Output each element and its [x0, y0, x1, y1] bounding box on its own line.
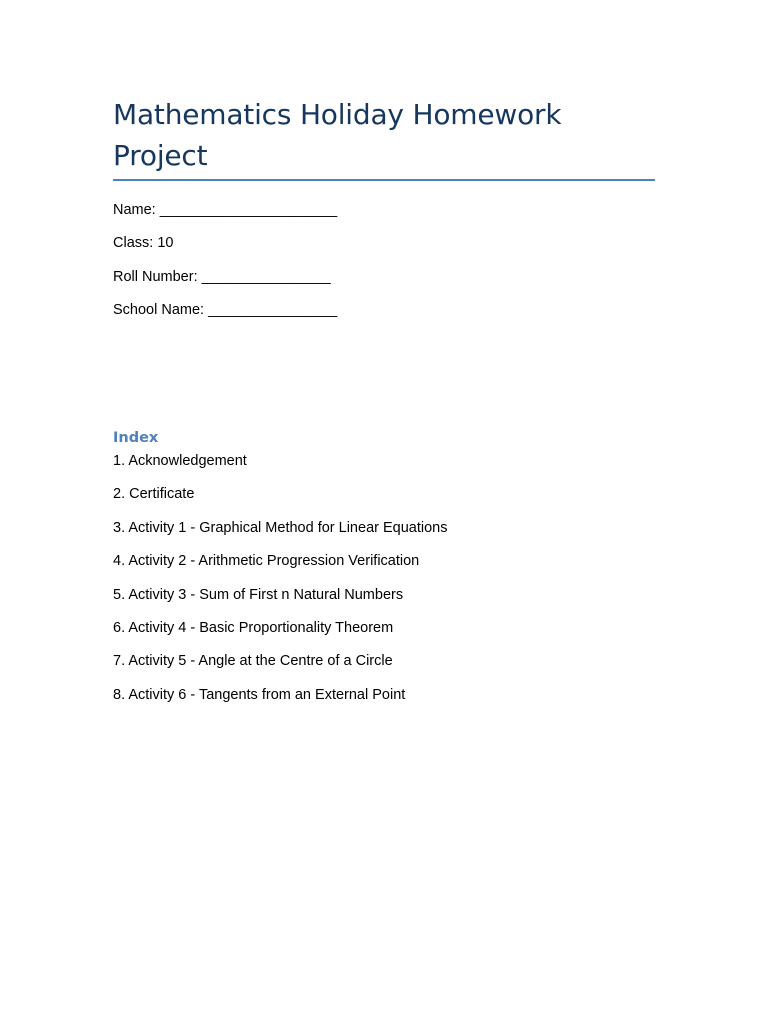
index-heading: Index	[113, 430, 159, 446]
index-item-activity-6: 8. Activity 6 - Tangents from an External Point	[113, 686, 406, 703]
name-field: Name: ______________________	[113, 202, 338, 218]
index-list	[113, 451, 447, 718]
school-name-field: School Name: ________________	[113, 302, 338, 318]
document-title: Mathematics Holiday Homework Project	[113, 98, 562, 172]
index-item-activity-2: 4. Activity 2 - Arithmetic Progression Verification	[113, 553, 420, 570]
index-item-activity-3: 5. Activity 3 - Sum of First n Natural Numbers	[113, 586, 404, 603]
index-item-activity-1: 3. Activity 1 - Graphical Method for Linear Equations	[113, 519, 448, 536]
index-item-activity-4: 6. Activity 4 - Basic Proportionality Theorem	[113, 619, 394, 636]
index-item-activity-5: 7. Activity 5 - Angle at the Centre of a Circle	[113, 653, 393, 670]
index-item-acknowledgement: 1. Acknowledgement	[113, 453, 247, 469]
class-field: Class: 10	[113, 235, 174, 251]
index-item-certificate: 2. Certificate	[113, 486, 195, 503]
roll-number-field: Roll Number: ________________	[113, 269, 331, 285]
title-underline-rule	[113, 179, 655, 181]
